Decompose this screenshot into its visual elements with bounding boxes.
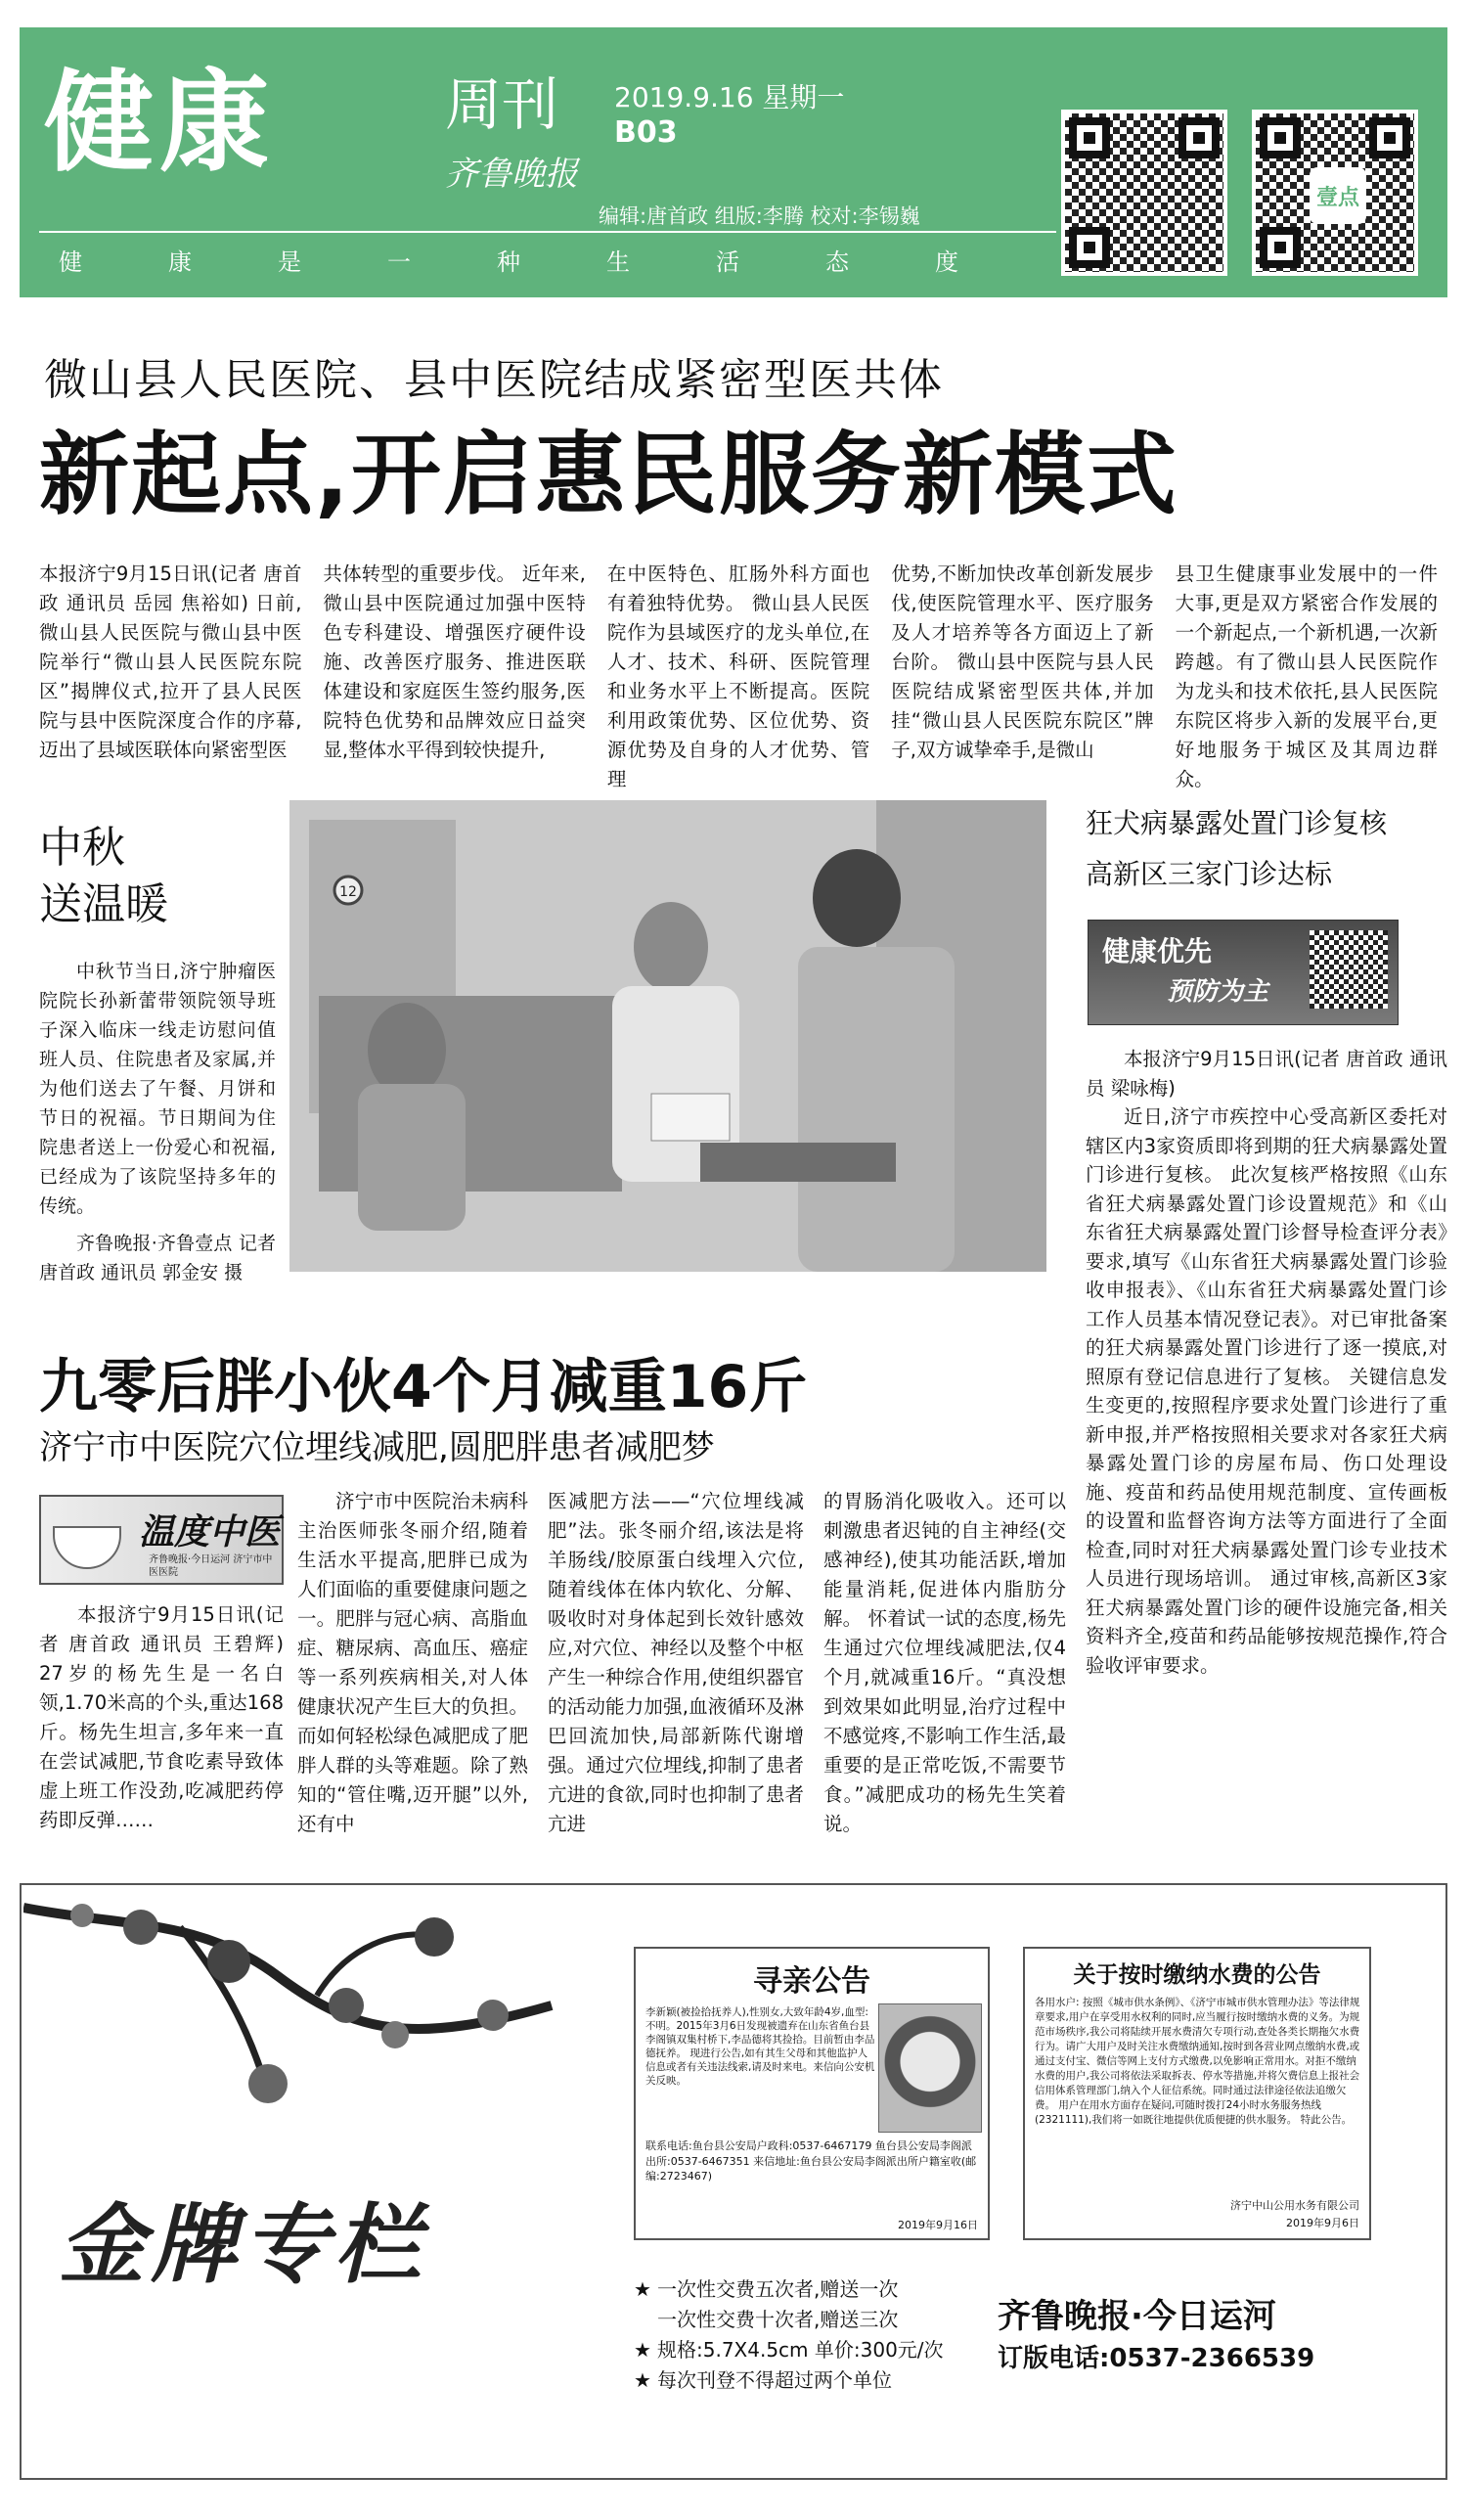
brand-name: 齐鲁晚报·今日运河 <box>998 2297 1276 2336</box>
editor-credits: 编辑:唐首政 组版:李腾 校对:李锡巍 <box>599 204 920 228</box>
slogan-char: 是 <box>278 248 301 276</box>
banner-subtitle: 齐鲁晚报·今日运河 济宁市中医医院 <box>149 1554 273 1578</box>
gold-column-title: 金牌专栏 <box>59 2193 427 2295</box>
tea-bowl-icon <box>53 1526 121 1569</box>
page-number: B03 <box>614 115 678 150</box>
missing-person-notice <box>634 1947 990 2240</box>
notice-body: 各用水户: 按照《城市供水条例》、《济宁市城市供水管理办法》等法律规章要求,用户在享受用水权利的同时,应当履行按时缴纳水费的义务。为规范市场秩序,我公司将陆续开展水费清欠专项行动,查处各类长期拖欠水费行为。请广大用户及时关注水费缴纳通知,按时到各营业网点缴纳水费,或通过支付宝、微信等网上支付方式缴费,以免影响正常用水。对拒不缴纳水费的用户,我公司将依法采取拆表、停水等措施,并将欠费信息上报社会信用体系管理部门,纳入个人征信系统。同时通过法律途径依法追缴欠费。 用户在用水方面存在疑问,可随时拨打24小时水务服务热线(2321111),我们将一如既往地提供优质便捷的供水服务。 特此公告。 <box>1035 1997 1360 2126</box>
rabies-body: 本报济宁9月15日讯(记者 唐首政 通讯员 梁咏梅) 近日,济宁市疾控中心受高新区委托对辖区内3家资质即将到期的狂犬病暴露处置门诊进行复核。 此次复核严格按照《山东省狂犬病暴露处置门诊设置规范》和《山东省狂犬病暴露处置门诊督导检查评分表》要求,填写《山东省狂犬病暴露处置门诊验收申报表》、《山东省狂犬病暴露处置门诊工作人员基本情况登记表》。对已审批备案的狂犬病暴露处置门诊进行了逐一摸底,对照原有登记信息进行了复核。 关键信息发生变更的,按照程序要求处置门诊进行了重新申报,并严格按照相关要求对各家狂犬病暴露处置门诊的房屋布局、伤口处理设施、疫苗和药品使用规范制度、宣传画板的设置和监督咨询方法等方面进行了全面检查,同时对狂犬病暴露处置门诊专业技术人员进行现场培训。 通过审核,高新区3家狂犬病暴露处置门诊的硬件设施完备,相关资料齐全,疫苗和药品能够按规范操作,符合验收评审要求。 <box>1086 1045 1447 1680</box>
slogan-char: 健 <box>59 248 82 276</box>
photo-illustration <box>289 800 1046 1272</box>
notice-title: 关于按时缴纳水费的公告 <box>1073 1962 1321 1988</box>
slogan-char: 活 <box>716 248 739 276</box>
weekly-label: 周刊 <box>445 71 559 138</box>
article-column: 县卫生健康事业发展中的一件大事,更是双方紧密合作发展的一个新起点,一个新机遇,一次新跨越。有了微山县人民医院作为龙头和技术依托,县人民医院东院区将步入新的发展平台,更好地服务于城区及其周边群众。 <box>1175 562 1439 790</box>
slogan-char: 一 <box>387 248 411 276</box>
rabies-title: 狂犬病暴露处置门诊复核 <box>1086 807 1388 839</box>
article-column: 的胃肠消化吸收入。还可以刺激患者迟钝的自主神经(交感神经),使其功能活跃,增加能量消耗,促进体内脂肪分解。 怀着试一试的态度,杨先生通过穴位埋线减肥法,仅4个月,就减重16斤。“真没想到效果如此明显,治疗过程中不感觉疼,不影响工作生活,最重要的是正常吃饭,不需要节食。”减肥成功的杨先生笑着说。 <box>823 1490 1066 1835</box>
fat-headline: 九零后胖小伙4个月减重16斤 <box>39 1353 808 1421</box>
slogan-char: 种 <box>497 248 520 276</box>
notice-date: 2019年9月16日 <box>898 2219 978 2231</box>
plum-blossom-illustration <box>23 1888 571 2182</box>
qr-code-icon[interactable] <box>1061 110 1227 276</box>
rule-item: ★ 一次性交费五次者,赠送一次 <box>634 2274 944 2305</box>
photo-credit: 齐鲁晚报·齐鲁壹点 记者 唐首政 通讯员 郭金安 摄 <box>39 1233 276 1283</box>
notice-signer: 济宁中山公用水务有限公司 <box>1230 2199 1359 2212</box>
article-column: 本报济宁9月15日讯(记者 唐首政 通讯员 岳园 焦裕如) 日前,微山县人民医院与微山县中医院举行“微山县人民医院东院区”揭牌仪式,拉开了县人民医院与县中医院深度合作的序幕,迈出了县域医联体向紧密型医 <box>39 562 302 761</box>
child-photo <box>878 2003 982 2133</box>
slogan-char: 生 <box>606 248 630 276</box>
ad-rules <box>634 2274 944 2396</box>
midautumn-title: 中秋 送温暖 <box>39 823 168 929</box>
article-column: 共体转型的重要步伐。 近年来,微山县中医院通过加强中医特色专科建设、增强医疗硬件设施、改善医疗服务、推进医联体建设和家庭医生签约服务,医院特色优势和品牌效应日益突显,整体水平得到较快提升, <box>323 562 586 761</box>
lead-headline: 新起点,开启惠民服务新模式 <box>39 423 1178 527</box>
booking-phone: 订版电话:0537-2366539 <box>998 2344 1315 2373</box>
paper-logo: 齐鲁晚报 <box>445 155 578 194</box>
article-column: 本报济宁9月15日讯(记者 唐首政 通讯员 王碧辉) 27岁的杨先生是一名白领,1.70米高的个头,重达168斤。杨先生坦言,多年来一直在尝试减肥,节食吃素导致体虚上班工作没劲,吃减肥药停药即反弹…… <box>39 1603 284 1831</box>
lead-article-body <box>39 560 1438 794</box>
article-column: 医减肥方法——“穴位埋线减肥”法。张冬丽介绍,该法是将羊肠线/胶原蛋白线埋入穴位,随着线体在体内软化、分解、吸收时对身体起到长效针感效应,对穴位、神经以及整个中枢产生一种综合作用,使组织器官的活动能力加强,血液循环及淋巴回流加快,局部新陈代谢增强。通过穴位埋线,抑制了患者亢进的食欲,同时也抑制了患者亢进 <box>548 1490 804 1835</box>
bed-number: 12 <box>339 884 357 900</box>
section-title: 健康 <box>44 60 275 187</box>
slogan-char: 态 <box>825 248 849 276</box>
rule-item: 一次性交费十次者,赠送三次 <box>657 2308 899 2331</box>
rabies-subtitle: 高新区三家门诊达标 <box>1086 858 1333 890</box>
hospital-photo <box>289 800 1046 1272</box>
fat-subhead: 济宁市中医院穴位埋线减肥,圆肥胖患者减肥梦 <box>39 1428 715 1467</box>
rule-item: ★ 规格:5.7X4.5cm 单价:300元/次 <box>634 2335 944 2365</box>
tcm-banner <box>39 1495 284 1585</box>
water-fee-notice <box>1023 1947 1371 2240</box>
notice-body: 李新颖(被捡拾抚养人),性别女,大致年龄4岁,血型:不明。2015年3月6日发现被遗弃在山东省鱼台县李阁镇双集村桥下,李品德将其捡拾。目前暂由李品德抚养。 现进行公告,如有其生父母和其他监护人信息或者有关违法线索,请及时来电。来信向公安机关反映。 <box>645 2006 875 2087</box>
star-icon: ★ <box>634 2338 651 2362</box>
notice-contact: 联系电话:鱼台县公安局户政科:0537-6467179 鱼台县公安局李阁派出所:0537-6467351 来信地址:鱼台县公安局李阁派出所户籍室收(邮编:2723467) <box>645 2139 977 2182</box>
article-column: 优势,不断加快改革创新发展步伐,使医院管理水平、医疗服务及人才培养等各方面迈上了新台阶。 微山县中医院与县人民医院结成紧密型医共体,并加挂“微山县人民医院东院区”牌子,双方诚挚牵手,是微山 <box>891 562 1154 761</box>
star-icon: ★ <box>634 2277 651 2301</box>
article-column: 济宁市中医院治未病科主治医师张冬丽介绍,随着生活水平提高,肥胖已成为人们面临的重要健康问题之一。肥胖与冠心病、高脂血症、糖尿病、高血压、癌症等一系列疾病相关,对人体健康状况产生巨大的负担。 而如何轻松绿色减肥成了肥胖人群的头等难题。除了熟知的“管住嘴,迈开腿”以外,还有中 <box>297 1490 528 1835</box>
slogan <box>59 243 958 277</box>
banner-text: 预防为主 <box>1167 977 1269 1007</box>
banner-title: 温度中医 <box>139 1511 281 1552</box>
issue-date: 2019.9.16 星期一 <box>614 81 845 113</box>
masthead-divider <box>39 231 1056 233</box>
article-column: 在中医特色、肛肠外科方面也有着独特优势。 微山县人民医院作为县域医疗的龙头单位,在人才、技术、科研、医院管理和业务水平上不断提高。医院利用政策优势、区位优势、资源优势及自身的人才优势、管理 <box>606 562 870 790</box>
qilu-yidian-logo: 壹点 <box>1310 167 1366 224</box>
cdc-banner <box>1088 920 1399 1025</box>
star-icon: ★ <box>634 2368 651 2392</box>
slogan-char: 康 <box>168 248 192 276</box>
midautumn-body: 中秋节当日,济宁肿瘤医院院长孙新蕾带领院领导班子深入临床一线走访慰问值班人员、住院患者及家属,并为他们送去了午餐、月饼和节日的祝福。节日期间为住院患者送上一份爱心和祝福,已经成为了该院坚持多年的传统。 齐鲁晚报·齐鲁壹点 记者 唐首政 通讯员 郭金安 摄 <box>39 957 276 1287</box>
notice-title: 寻亲公告 <box>753 1964 870 1999</box>
qr-code-icon[interactable] <box>1252 110 1418 276</box>
slogan-char: 度 <box>935 248 958 276</box>
banner-text: 健康优先 <box>1102 935 1213 968</box>
qr-code-icon[interactable] <box>1310 930 1388 1009</box>
rule-item: ★ 每次刊登不得超过两个单位 <box>634 2365 944 2396</box>
byline: 本报济宁9月15日讯(记者 唐首政 通讯员 梁咏梅) <box>1086 1048 1447 1100</box>
notice-date: 2019年9月6日 <box>1286 2217 1359 2229</box>
lead-subhead: 微山县人民医院、县中医院结成紧密型医共体 <box>44 355 944 405</box>
